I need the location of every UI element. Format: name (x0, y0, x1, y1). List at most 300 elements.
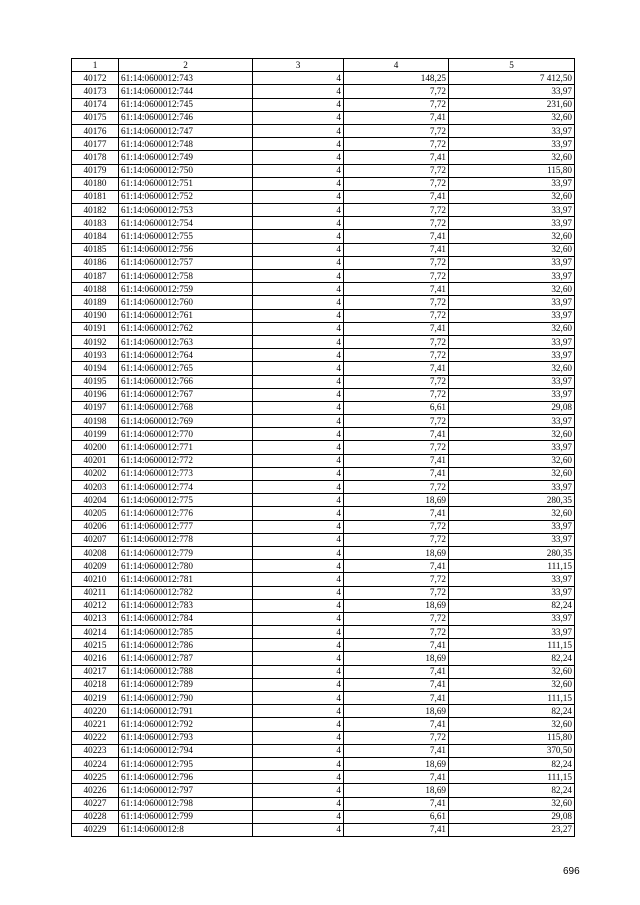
table-cell-col4: 6,61 (344, 401, 449, 414)
table-cell-col5: 29,08 (449, 810, 575, 823)
table-cell-col2: 61:14:0600012:785 (119, 626, 253, 639)
table-cell-col1: 40189 (72, 296, 119, 309)
table-row (72, 771, 575, 784)
table-cell-col2: 61:14:0600012:769 (119, 415, 253, 428)
table-row (72, 507, 575, 520)
table-cell-col5: 23,27 (449, 823, 575, 836)
table-cell-col2: 61:14:0600012:779 (119, 546, 253, 559)
table-cell-col2: 61:14:0600012:764 (119, 349, 253, 362)
table-cell-col4: 18,69 (344, 757, 449, 770)
table-cell-col4: 7,72 (344, 349, 449, 362)
table-cell-col2: 61:14:0600012:743 (119, 72, 253, 85)
table-cell-col5: 32,60 (449, 665, 575, 678)
table-cell-col2: 61:14:0600012:781 (119, 573, 253, 586)
table-row (72, 124, 575, 137)
table-cell-col4: 7,72 (344, 573, 449, 586)
table-header (72, 59, 575, 72)
table-cell-col1: 40213 (72, 612, 119, 625)
table-cell-col1: 40173 (72, 85, 119, 98)
table-cell-col1: 40190 (72, 309, 119, 322)
table-cell-col3: 4 (253, 98, 344, 111)
table-cell-col5: 32,60 (449, 190, 575, 203)
table-cell-col3: 4 (253, 283, 344, 296)
table-cell-col5: 32,60 (449, 362, 575, 375)
table-cell-col4: 7,72 (344, 217, 449, 230)
table-cell-col5: 33,97 (449, 533, 575, 546)
table-cell-col2: 61:14:0600012:788 (119, 665, 253, 678)
table-cell-col5: 33,97 (449, 388, 575, 401)
table-cell-col1: 40192 (72, 335, 119, 348)
table-cell-col2: 61:14:0600012:790 (119, 692, 253, 705)
table-cell-col4: 7,41 (344, 692, 449, 705)
table-cell-col3: 4 (253, 678, 344, 691)
table-cell-col4: 7,72 (344, 533, 449, 546)
table-cell-col4: 7,41 (344, 823, 449, 836)
table-cell-col2: 61:14:0600012:761 (119, 309, 253, 322)
table-cell-col1: 40216 (72, 652, 119, 665)
table-row (72, 151, 575, 164)
table-cell-col4: 7,72 (344, 177, 449, 190)
table-row (72, 626, 575, 639)
table-cell-col3: 4 (253, 665, 344, 678)
table-cell-col4: 7,72 (344, 256, 449, 269)
table-cell-col1: 40225 (72, 771, 119, 784)
table-cell-col1: 40172 (72, 72, 119, 85)
table-cell-col2: 61:14:0600012:750 (119, 164, 253, 177)
table-cell-col4: 7,41 (344, 428, 449, 441)
table-cell-col2: 61:14:0600012:784 (119, 612, 253, 625)
table-row (72, 335, 575, 348)
column-header-4: 4 (344, 59, 449, 72)
table-cell-col3: 4 (253, 507, 344, 520)
table-cell-col5: 231,60 (449, 98, 575, 111)
table-cell-col3: 4 (253, 151, 344, 164)
table-row (72, 705, 575, 718)
table-cell-col5: 33,97 (449, 520, 575, 533)
table-cell-col5: 33,97 (449, 626, 575, 639)
table-cell-col4: 7,72 (344, 731, 449, 744)
table-row (72, 177, 575, 190)
table-row (72, 533, 575, 546)
table-row (72, 230, 575, 243)
table-row (72, 441, 575, 454)
table-row (72, 810, 575, 823)
table-cell-col4: 7,72 (344, 204, 449, 217)
table-cell-col2: 61:14:0600012:756 (119, 243, 253, 256)
table-cell-col3: 4 (253, 494, 344, 507)
table-cell-col5: 32,60 (449, 243, 575, 256)
table-cell-col1: 40221 (72, 718, 119, 731)
table-cell-col3: 4 (253, 626, 344, 639)
header-row (72, 59, 575, 72)
table-row (72, 454, 575, 467)
table-cell-col3: 4 (253, 256, 344, 269)
table-cell-col3: 4 (253, 322, 344, 335)
table-cell-col3: 4 (253, 520, 344, 533)
table-cell-col1: 40204 (72, 494, 119, 507)
table-cell-col2: 61:14:0600012:762 (119, 322, 253, 335)
table-cell-col4: 18,69 (344, 784, 449, 797)
table-cell-col2: 61:14:0600012:786 (119, 639, 253, 652)
table-cell-col4: 18,69 (344, 652, 449, 665)
table-cell-col4: 7,41 (344, 111, 449, 124)
table-cell-col4: 7,41 (344, 744, 449, 757)
table-cell-col2: 61:14:0600012:766 (119, 375, 253, 388)
table-cell-col5: 32,60 (449, 151, 575, 164)
table-row (72, 401, 575, 414)
table-cell-col5: 111,15 (449, 639, 575, 652)
table-cell-col5: 32,60 (449, 230, 575, 243)
table-row (72, 494, 575, 507)
table-cell-col5: 82,24 (449, 784, 575, 797)
table-cell-col3: 4 (253, 599, 344, 612)
table-cell-col5: 33,97 (449, 573, 575, 586)
table-cell-col1: 40184 (72, 230, 119, 243)
table-cell-col4: 7,72 (344, 481, 449, 494)
table-cell-col4: 7,72 (344, 138, 449, 151)
table-cell-col1: 40226 (72, 784, 119, 797)
table-cell-col5: 33,97 (449, 309, 575, 322)
table-cell-col3: 4 (253, 705, 344, 718)
table-cell-col3: 4 (253, 771, 344, 784)
table-cell-col4: 7,72 (344, 415, 449, 428)
table-cell-col1: 40215 (72, 639, 119, 652)
table-cell-col1: 40228 (72, 810, 119, 823)
table-cell-col5: 33,97 (449, 270, 575, 283)
table-cell-col5: 33,97 (449, 481, 575, 494)
table-cell-col4: 7,72 (344, 98, 449, 111)
table-cell-col3: 4 (253, 428, 344, 441)
table-cell-col3: 4 (253, 309, 344, 322)
table-cell-col1: 40223 (72, 744, 119, 757)
table-cell-col5: 32,60 (449, 111, 575, 124)
table-cell-col2: 61:14:0600012:792 (119, 718, 253, 731)
page-number: 696 (563, 866, 580, 877)
table-cell-col2: 61:14:0600012:745 (119, 98, 253, 111)
table-cell-col2: 61:14:0600012:791 (119, 705, 253, 718)
table-cell-col3: 4 (253, 111, 344, 124)
table-cell-col5: 33,97 (449, 375, 575, 388)
table-cell-col1: 40175 (72, 111, 119, 124)
table-cell-col3: 4 (253, 639, 344, 652)
column-header-3: 3 (253, 59, 344, 72)
table-row (72, 665, 575, 678)
table-cell-col2: 61:14:0600012:774 (119, 481, 253, 494)
table-cell-col3: 4 (253, 533, 344, 546)
table-cell-col1: 40183 (72, 217, 119, 230)
table-cell-col1: 40217 (72, 665, 119, 678)
table-cell-col1: 40202 (72, 467, 119, 480)
table-cell-col1: 40227 (72, 797, 119, 810)
table-cell-col1: 40222 (72, 731, 119, 744)
table-cell-col1: 40178 (72, 151, 119, 164)
table-cell-col4: 7,41 (344, 507, 449, 520)
table-cell-col3: 4 (253, 335, 344, 348)
table-cell-col5: 32,60 (449, 283, 575, 296)
table-cell-col3: 4 (253, 692, 344, 705)
table-cell-col3: 4 (253, 72, 344, 85)
table-cell-col5: 33,97 (449, 586, 575, 599)
table-cell-col1: 40224 (72, 757, 119, 770)
table-cell-col3: 4 (253, 731, 344, 744)
table-cell-col4: 7,41 (344, 230, 449, 243)
table-cell-col3: 4 (253, 810, 344, 823)
table-cell-col5: 32,60 (449, 718, 575, 731)
table-row (72, 718, 575, 731)
table-cell-col3: 4 (253, 546, 344, 559)
table-row (72, 388, 575, 401)
table-cell-col1: 40208 (72, 546, 119, 559)
table-cell-col1: 40214 (72, 626, 119, 639)
table-cell-col5: 32,60 (449, 678, 575, 691)
table-cell-col1: 40188 (72, 283, 119, 296)
table-row (72, 546, 575, 559)
table-row (72, 138, 575, 151)
table-cell-col4: 7,41 (344, 560, 449, 573)
table-cell-col4: 18,69 (344, 546, 449, 559)
table-row (72, 639, 575, 652)
table-cell-col4: 7,72 (344, 270, 449, 283)
table-cell-col5: 280,35 (449, 546, 575, 559)
table-cell-col5: 32,60 (449, 322, 575, 335)
table-cell-col1: 40198 (72, 415, 119, 428)
table-row (72, 72, 575, 85)
table-cell-col5: 32,60 (449, 454, 575, 467)
table-cell-col3: 4 (253, 177, 344, 190)
table-cell-col2: 61:14:0600012:753 (119, 204, 253, 217)
table-cell-col2: 61:14:0600012:793 (119, 731, 253, 744)
table-cell-col4: 7,72 (344, 375, 449, 388)
table-cell-col2: 61:14:0600012:758 (119, 270, 253, 283)
table-cell-col5: 33,97 (449, 441, 575, 454)
table-row (72, 428, 575, 441)
table-cell-col4: 7,41 (344, 467, 449, 480)
table-cell-col4: 7,41 (344, 678, 449, 691)
table-cell-col2: 61:14:0600012:797 (119, 784, 253, 797)
table-cell-col2: 61:14:0600012:744 (119, 85, 253, 98)
table-row (72, 573, 575, 586)
table-cell-col2: 61:14:0600012:757 (119, 256, 253, 269)
table-row (72, 599, 575, 612)
table-cell-col2: 61:14:0600012:777 (119, 520, 253, 533)
table-row (72, 270, 575, 283)
table-cell-col1: 40220 (72, 705, 119, 718)
table-cell-col4: 7,41 (344, 151, 449, 164)
table-cell-col5: 82,24 (449, 652, 575, 665)
table-row (72, 322, 575, 335)
table-row (72, 467, 575, 480)
table-cell-col3: 4 (253, 415, 344, 428)
table-cell-col3: 4 (253, 204, 344, 217)
table-cell-col1: 40193 (72, 349, 119, 362)
table-row (72, 757, 575, 770)
table-cell-col5: 32,60 (449, 797, 575, 810)
table-row (72, 362, 575, 375)
table-cell-col4: 7,41 (344, 797, 449, 810)
table-cell-col3: 4 (253, 467, 344, 480)
table-cell-col1: 40179 (72, 164, 119, 177)
table-cell-col2: 61:14:0600012:776 (119, 507, 253, 520)
table-cell-col2: 61:14:0600012:749 (119, 151, 253, 164)
table-cell-col2: 61:14:0600012:778 (119, 533, 253, 546)
table-cell-col5: 370,50 (449, 744, 575, 757)
column-header-2: 2 (119, 59, 253, 72)
table-cell-col2: 61:14:0600012:795 (119, 757, 253, 770)
table-cell-col1: 40194 (72, 362, 119, 375)
table-cell-col3: 4 (253, 784, 344, 797)
table-cell-col3: 4 (253, 124, 344, 137)
table-cell-col5: 32,60 (449, 428, 575, 441)
table-cell-col4: 7,72 (344, 441, 449, 454)
table-cell-col1: 40177 (72, 138, 119, 151)
table-cell-col3: 4 (253, 573, 344, 586)
table-cell-col2: 61:14:0600012:752 (119, 190, 253, 203)
table-row (72, 243, 575, 256)
table-cell-col5: 115,80 (449, 164, 575, 177)
table-cell-col4: 7,41 (344, 243, 449, 256)
table-cell-col5: 33,97 (449, 349, 575, 362)
table-body (72, 72, 575, 837)
table-cell-col5: 111,15 (449, 771, 575, 784)
table-cell-col1: 40174 (72, 98, 119, 111)
table-cell-col3: 4 (253, 85, 344, 98)
table-cell-col5: 82,24 (449, 705, 575, 718)
table-cell-col5: 33,97 (449, 85, 575, 98)
table-cell-col5: 111,15 (449, 692, 575, 705)
table-row (72, 309, 575, 322)
table-row (72, 823, 575, 836)
table-cell-col1: 40205 (72, 507, 119, 520)
table-cell-col3: 4 (253, 441, 344, 454)
table-row (72, 481, 575, 494)
table-cell-col5: 280,35 (449, 494, 575, 507)
table-cell-col1: 40185 (72, 243, 119, 256)
table-cell-col3: 4 (253, 481, 344, 494)
table-cell-col4: 7,72 (344, 124, 449, 137)
table-cell-col5: 33,97 (449, 256, 575, 269)
table-row (72, 217, 575, 230)
table-cell-col3: 4 (253, 612, 344, 625)
table-row (72, 731, 575, 744)
table-cell-col2: 61:14:0600012:782 (119, 586, 253, 599)
table-cell-col3: 4 (253, 388, 344, 401)
table-cell-col2: 61:14:0600012:755 (119, 230, 253, 243)
table-cell-col4: 7,41 (344, 362, 449, 375)
table-cell-col3: 4 (253, 744, 344, 757)
table-cell-col4: 7,41 (344, 190, 449, 203)
table-cell-col1: 40218 (72, 678, 119, 691)
table-cell-col3: 4 (253, 586, 344, 599)
table-cell-col2: 61:14:0600012:794 (119, 744, 253, 757)
table-row (72, 652, 575, 665)
table-cell-col3: 4 (253, 270, 344, 283)
table-cell-col4: 18,69 (344, 494, 449, 507)
table-cell-col5: 33,97 (449, 217, 575, 230)
table-cell-col5: 111,15 (449, 560, 575, 573)
table-row (72, 296, 575, 309)
table-cell-col2: 61:14:0600012:754 (119, 217, 253, 230)
table-row (72, 612, 575, 625)
table-cell-col4: 7,72 (344, 296, 449, 309)
table-cell-col4: 7,41 (344, 454, 449, 467)
table-cell-col3: 4 (253, 823, 344, 836)
table-cell-col2: 61:14:0600012:775 (119, 494, 253, 507)
table-cell-col5: 29,08 (449, 401, 575, 414)
table-cell-col3: 4 (253, 164, 344, 177)
table-cell-col3: 4 (253, 797, 344, 810)
column-header-1: 1 (72, 59, 119, 72)
table-cell-col2: 61:14:0600012:768 (119, 401, 253, 414)
table-cell-col3: 4 (253, 362, 344, 375)
table-cell-col2: 61:14:0600012:8 (119, 823, 253, 836)
table-cell-col5: 33,97 (449, 612, 575, 625)
table-cell-col3: 4 (253, 138, 344, 151)
table-cell-col4: 7,41 (344, 771, 449, 784)
table-cell-col1: 40186 (72, 256, 119, 269)
table-row (72, 586, 575, 599)
table-cell-col5: 33,97 (449, 335, 575, 348)
table-cell-col5: 82,24 (449, 599, 575, 612)
table-cell-col2: 61:14:0600012:748 (119, 138, 253, 151)
table-cell-col1: 40212 (72, 599, 119, 612)
table-cell-col4: 7,41 (344, 322, 449, 335)
table-cell-col5: 32,60 (449, 467, 575, 480)
table-cell-col2: 61:14:0600012:771 (119, 441, 253, 454)
table-cell-col1: 40196 (72, 388, 119, 401)
table-cell-col4: 18,69 (344, 705, 449, 718)
table-cell-col2: 61:14:0600012:796 (119, 771, 253, 784)
table-cell-col2: 61:14:0600012:767 (119, 388, 253, 401)
column-header-5: 5 (449, 59, 575, 72)
table-cell-col1: 40211 (72, 586, 119, 599)
table-row (72, 204, 575, 217)
table-cell-col2: 61:14:0600012:780 (119, 560, 253, 573)
table-row (72, 520, 575, 533)
table-cell-col4: 7,72 (344, 586, 449, 599)
table-cell-col4: 7,41 (344, 639, 449, 652)
table-cell-col1: 40229 (72, 823, 119, 836)
table-cell-col3: 4 (253, 560, 344, 573)
table-cell-col5: 33,97 (449, 124, 575, 137)
table-cell-col4: 18,69 (344, 599, 449, 612)
table-row (72, 85, 575, 98)
table-cell-col3: 4 (253, 375, 344, 388)
table-cell-col4: 7,72 (344, 309, 449, 322)
table-cell-col4: 7,41 (344, 718, 449, 731)
table-row (72, 190, 575, 203)
table-cell-col1: 40209 (72, 560, 119, 573)
table-cell-col2: 61:14:0600012:759 (119, 283, 253, 296)
table-cell-col5: 33,97 (449, 296, 575, 309)
table-cell-col1: 40180 (72, 177, 119, 190)
table-cell-col5: 32,60 (449, 507, 575, 520)
table-cell-col4: 7,72 (344, 626, 449, 639)
table-cell-col3: 4 (253, 454, 344, 467)
table-cell-col2: 61:14:0600012:751 (119, 177, 253, 190)
table-cell-col2: 61:14:0600012:787 (119, 652, 253, 665)
table-row (72, 349, 575, 362)
table-cell-col1: 40197 (72, 401, 119, 414)
table-row (72, 678, 575, 691)
table-cell-col5: 33,97 (449, 415, 575, 428)
table-cell-col1: 40210 (72, 573, 119, 586)
table-row (72, 164, 575, 177)
table-cell-col2: 61:14:0600012:799 (119, 810, 253, 823)
table-cell-col3: 4 (253, 652, 344, 665)
table-cell-col1: 40176 (72, 124, 119, 137)
table-cell-col3: 4 (253, 296, 344, 309)
table-cell-col1: 40191 (72, 322, 119, 335)
